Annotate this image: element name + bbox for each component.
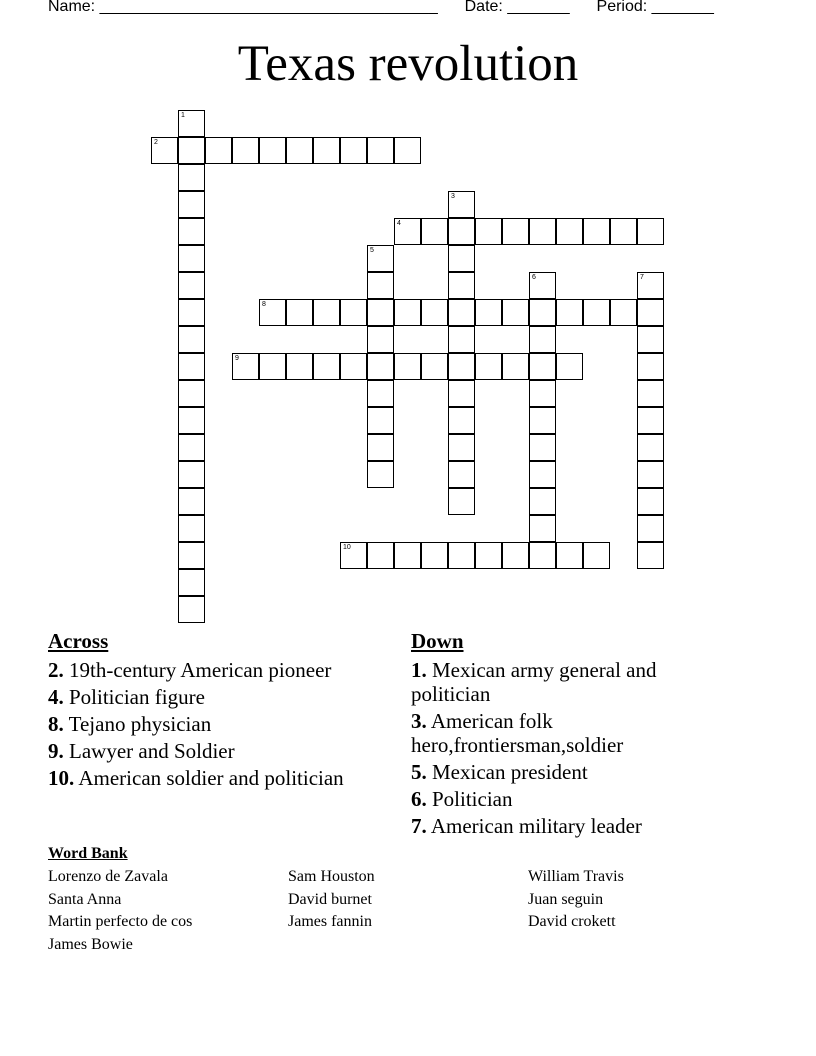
word-bank-item: William Travis [528,868,624,885]
crossword-cell[interactable] [286,137,313,164]
crossword-cell[interactable] [502,353,529,380]
across-clues [48,628,398,793]
down-heading: Down [411,629,464,653]
crossword-cell[interactable] [367,326,394,353]
crossword-cell[interactable] [637,272,664,299]
word-bank-item: James Bowie [48,936,133,953]
crossword-cell[interactable] [367,272,394,299]
clue-number: 1 [181,112,185,119]
crossword-cell[interactable] [529,542,556,569]
crossword-cell[interactable] [178,164,205,191]
clue-across: 8. Tejano physician [48,712,212,736]
crossword-cell[interactable] [367,245,394,272]
crossword-cell[interactable] [502,542,529,569]
crossword-cell[interactable] [340,542,367,569]
crossword-cell[interactable] [178,434,205,461]
crossword-cell[interactable] [367,434,394,461]
word-bank-item: David burnet [288,891,372,908]
crossword-cell[interactable] [394,137,421,164]
crossword-cell[interactable] [475,299,502,326]
clue-down: 6. Politician [411,787,513,811]
crossword-cell[interactable] [394,218,421,245]
crossword-cell[interactable] [448,461,475,488]
crossword-cell[interactable] [529,434,556,461]
word-bank-title: Word Bank [48,845,128,862]
word-bank-item: Lorenzo de Zavala [48,868,168,885]
crossword-cell[interactable] [529,515,556,542]
crossword-cell[interactable] [610,299,637,326]
clue-number: 8 [262,301,266,308]
crossword-cell[interactable] [448,299,475,326]
crossword-cell[interactable] [178,515,205,542]
crossword-cell[interactable] [448,326,475,353]
clue-number: 3 [451,193,455,200]
crossword-cell[interactable] [421,218,448,245]
crossword-cell[interactable] [151,137,178,164]
word-bank-item: James fannin [288,913,372,930]
crossword-cell[interactable] [178,110,205,137]
crossword-cell[interactable] [583,299,610,326]
crossword-cell[interactable] [178,218,205,245]
crossword-cell[interactable] [448,434,475,461]
clue-across: 10. American soldier and politician [48,766,344,790]
crossword-cell[interactable] [178,407,205,434]
crossword-cell[interactable] [178,245,205,272]
crossword-cell[interactable] [448,407,475,434]
crossword-cell[interactable] [556,542,583,569]
crossword-cell[interactable] [367,407,394,434]
crossword-cell[interactable] [259,137,286,164]
crossword-cell[interactable] [475,353,502,380]
crossword-cell[interactable] [421,353,448,380]
crossword-cell[interactable] [448,191,475,218]
crossword-cell[interactable] [394,542,421,569]
crossword-cell[interactable] [178,542,205,569]
crossword-cell[interactable] [448,488,475,515]
clue-across: 2. 19th-century American pioneer [48,658,332,682]
crossword-cell[interactable] [367,380,394,407]
crossword-cell[interactable] [313,299,340,326]
crossword-cell[interactable] [259,353,286,380]
crossword-cell[interactable] [529,407,556,434]
clue-number: 5 [370,247,374,254]
crossword-cell[interactable] [448,272,475,299]
crossword-cell[interactable] [178,326,205,353]
crossword-cell[interactable] [448,353,475,380]
crossword-cell[interactable] [637,326,664,353]
word-bank-item: Juan seguin [528,891,604,908]
crossword-cell[interactable] [367,353,394,380]
name-field-label: Name: ______________________________________ [48,0,438,15]
crossword-cell[interactable] [637,299,664,326]
clue-across: 9. Lawyer and Soldier [48,739,235,763]
crossword-cell[interactable] [178,380,205,407]
crossword-cell[interactable] [367,542,394,569]
crossword-cell[interactable] [502,218,529,245]
crossword-cell[interactable] [178,488,205,515]
crossword-cell[interactable] [178,461,205,488]
clue-down: 7. American military leader [411,814,642,838]
crossword-cell[interactable] [178,299,205,326]
crossword-cell[interactable] [232,137,259,164]
crossword-cell[interactable] [313,137,340,164]
crossword-cell[interactable] [448,245,475,272]
crossword-cell[interactable] [556,353,583,380]
crossword-cell[interactable] [448,542,475,569]
crossword-cell[interactable] [637,542,664,569]
crossword-cell[interactable] [637,407,664,434]
word-bank-item: Sam Houston [288,868,375,885]
crossword-cell[interactable] [313,353,340,380]
clue-number: 4 [397,220,401,227]
clue-down: 3. American folk hero,frontiersman,soldier [411,709,624,757]
crossword-cell[interactable] [529,272,556,299]
crossword-cell[interactable] [178,353,205,380]
word-bank-item: Santa Anna [48,891,122,908]
crossword-cell[interactable] [367,299,394,326]
crossword-cell[interactable] [637,488,664,515]
crossword-cell[interactable] [475,218,502,245]
crossword-cell[interactable] [178,137,205,164]
clue-number: 7 [640,274,644,281]
clue-down: 1. Mexican army general and politician [411,658,657,706]
crossword-cell[interactable] [421,542,448,569]
crossword-cell[interactable] [610,218,637,245]
crossword-cell[interactable] [529,353,556,380]
crossword-cell[interactable] [286,299,313,326]
crossword-cell[interactable] [340,299,367,326]
crossword-cell[interactable] [340,353,367,380]
crossword-cell[interactable] [259,299,286,326]
across-heading: Across [48,629,109,653]
crossword-cell[interactable] [502,299,529,326]
crossword-cell[interactable] [421,299,448,326]
clue-across: 4. Politician figure [48,685,205,709]
crossword-cell[interactable] [205,137,232,164]
crossword-cell[interactable] [529,326,556,353]
crossword-cell[interactable] [475,542,502,569]
word-bank-item: Martin perfecto de cos [48,913,193,930]
crossword-cell[interactable] [637,218,664,245]
crossword-cell[interactable] [583,218,610,245]
crossword-cell[interactable] [178,569,205,596]
crossword-cell[interactable] [340,137,367,164]
clue-down: 5. Mexican president [411,760,588,784]
crossword-cell[interactable] [529,218,556,245]
crossword-cell[interactable] [178,596,205,623]
crossword-cell[interactable] [448,380,475,407]
crossword-cell[interactable] [637,434,664,461]
crossword-cell[interactable] [394,299,421,326]
crossword-cell[interactable] [529,488,556,515]
crossword-cell[interactable] [178,272,205,299]
crossword-cell[interactable] [556,299,583,326]
down-clues [411,628,741,841]
crossword-cell[interactable] [529,380,556,407]
crossword-cell[interactable] [448,218,475,245]
crossword-cell[interactable] [637,380,664,407]
clue-number: 9 [235,355,239,362]
crossword-cell[interactable] [286,353,313,380]
word-bank-item: David crokett [528,913,616,930]
crossword-cell[interactable] [583,542,610,569]
crossword-cell[interactable] [637,353,664,380]
crossword-cell[interactable] [637,461,664,488]
crossword-cell[interactable] [637,515,664,542]
crossword-cell[interactable] [529,299,556,326]
crossword-cell[interactable] [367,137,394,164]
crossword-cell[interactable] [394,353,421,380]
period-field-label: Period: _______ [596,0,714,15]
clue-number: 6 [532,274,536,281]
crossword-cell[interactable] [178,191,205,218]
crossword-cell[interactable] [232,353,259,380]
clue-number: 10 [343,544,351,551]
clue-number: 2 [154,139,158,146]
page-title: Texas revolution [237,36,579,92]
crossword-cell[interactable] [556,218,583,245]
date-field-label: Date: _______ [464,0,570,15]
crossword-cell[interactable] [367,461,394,488]
crossword-cell[interactable] [529,461,556,488]
